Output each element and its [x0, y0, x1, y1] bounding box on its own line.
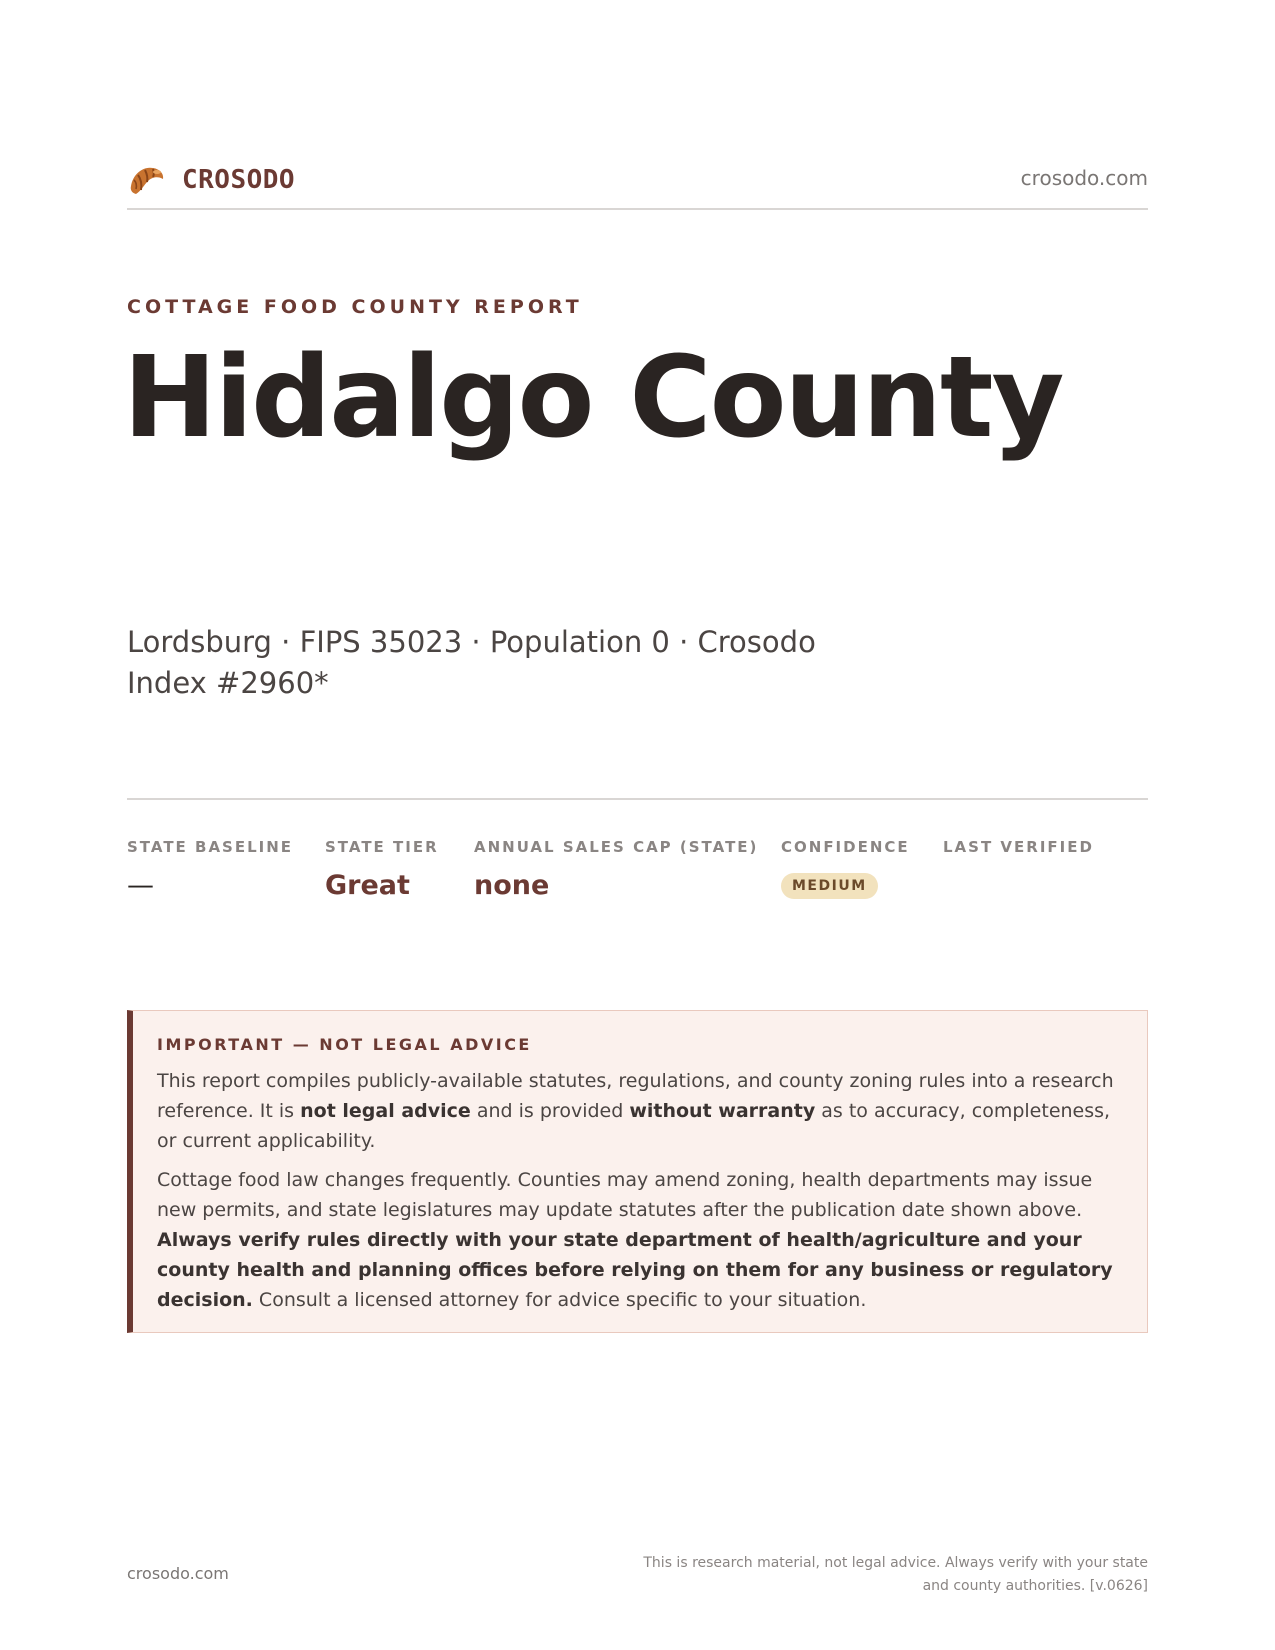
header-site-url[interactable]: crosodo.com	[1020, 166, 1148, 190]
notice-bold: Always verify rules directly with your state department of health/agriculture and your county health and planning offices before relying on them for any business or regulatory decision.	[157, 1229, 1113, 1311]
report-eyebrow: COTTAGE FOOD COUNTY REPORT	[127, 296, 583, 318]
notice-paragraph-2	[157, 1165, 1123, 1315]
legal-notice	[127, 1010, 1148, 1333]
county-subtitle: Lordsburg · FIPS 35023 · Population 0 · Crosodo Index #2960*	[127, 625, 816, 700]
stat-state-tier	[325, 838, 439, 901]
notice-paragraph-1	[157, 1066, 1123, 1156]
stat-label: ANNUAL SALES CAP (STATE)	[474, 838, 759, 856]
croissant-icon	[127, 160, 167, 200]
stats-row	[127, 798, 1148, 918]
stat-label: CONFIDENCE	[781, 838, 910, 856]
stat-label: STATE BASELINE	[127, 838, 294, 856]
stat-value: Great	[325, 870, 410, 901]
stat-label: STATE TIER	[325, 838, 439, 856]
stat-annual-sales-cap	[474, 838, 758, 901]
stat-confidence	[781, 838, 910, 899]
stat-last-verified	[943, 838, 1094, 870]
notice-bold: without warranty	[629, 1100, 816, 1122]
page-header	[127, 160, 1148, 210]
brand-name: CROSODO	[182, 165, 296, 195]
stat-value: —	[127, 870, 154, 901]
stat-label: LAST VERIFIED	[943, 838, 1094, 856]
notice-bold: not legal advice	[300, 1100, 471, 1122]
footer-site-url[interactable]: crosodo.com	[127, 1564, 229, 1583]
stat-value: none	[474, 870, 550, 901]
brand	[127, 160, 295, 200]
stat-state-baseline	[127, 838, 293, 901]
notice-title: IMPORTANT — NOT LEGAL ADVICE	[157, 1035, 532, 1054]
notice-text: Consult a licensed attorney for advice specific to your situation.	[252, 1289, 867, 1311]
notice-text: and is provided	[470, 1100, 630, 1122]
page-title: Hidalgo County	[123, 333, 1063, 463]
notice-text: Cottage food law changes frequently. Counties may amend zoning, health departments may issue new permits, and state legislatures may update statutes after the publication date shown above.	[157, 1169, 1093, 1221]
notice-text: as to accuracy, completeness, or current applicability.	[157, 1100, 1111, 1152]
notice-text: This report compiles publicly-available statutes, regulations, and county zoning rules into a research reference. It is	[157, 1070, 1114, 1122]
confidence-badge: MEDIUM	[781, 873, 878, 899]
report-page	[123, 0, 1148, 1650]
footer-disclaimer: This is research material, not legal advice. Always verify with your state and county authorities. [v.0626]	[643, 1555, 1148, 1594]
